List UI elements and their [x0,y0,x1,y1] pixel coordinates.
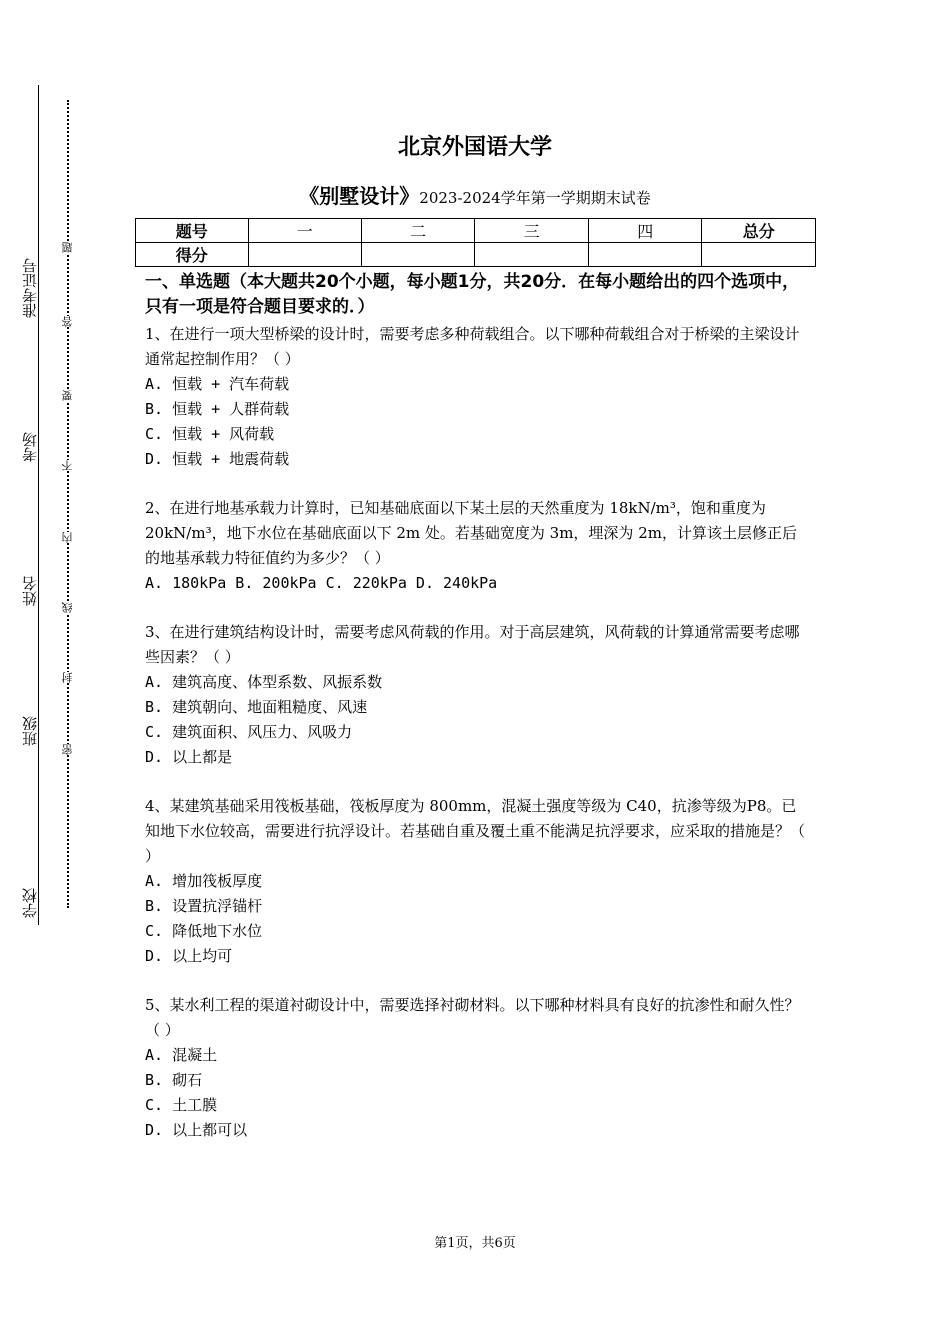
score-cell: 四 [588,219,701,243]
question-5 [145,993,810,1143]
option-c: C. 建筑面积、风压力、风吸力 [145,723,353,741]
seal-char: 线 [61,602,74,613]
question-1 [145,322,810,472]
option-a: A. 增加筏板厚度 [145,872,263,890]
option-a: A. 建筑高度、体型系数、风振系数 [145,673,383,691]
seal-char: 题 [61,242,74,253]
seal-char: 内 [61,532,74,543]
score-cell: 三 [475,219,588,243]
options-inline: A. 180kPa B. 200kPa C. 220kPa D. 240kPa [145,574,498,592]
question-text: 2、在进行地基承载力计算时，已知基础底面以下某土层的天然重度为 18kN/m³，饱和重度为 20kN/m³，地下水位在基础底面以下 2m 处。若基础宽度为 3m，埋深为 2m，计算该土层修正后的地基承载力特征值约为多少？（ ） [145,499,797,567]
option-b: B. 恒载 + 人群荷载 [145,400,290,418]
option-c: C. 土工膜 [145,1096,218,1114]
score-table-score-row [136,243,816,267]
score-blank-cell[interactable] [588,243,701,267]
option-b: B. 建筑朝向、地面粗糙度、风速 [145,698,368,716]
question-4 [145,794,810,969]
seal-dotted-line [67,100,69,908]
score-table-header-row [136,219,816,243]
field-exam-room: 考场 [21,432,39,462]
option-d: D. 以上均可 [145,947,233,965]
term-label: 2023-2024学年第一学期期末试卷 [419,189,651,207]
question-text: 1、在进行一项大型桥梁的设计时，需要考虑多种荷载组合。以下哪种荷载组合对于桥梁的主梁设计通常起控制作用？（ ） [145,325,800,368]
option-c: C. 降低地下水位 [145,922,263,940]
field-class: 班级 [21,716,39,746]
binding-line [38,85,39,925]
option-d: D. 恒载 + 地震荷载 [145,450,290,468]
field-exam-number: 准考证号 [21,258,39,318]
question-text: 4、某建筑基础采用筏板基础，筏板厚度为 800mm，混凝土强度等级为 C40，抗渗等级为P8。已知地下水位较高，需要进行抗浮设计。若基础自重及覆土重不能满足抗浮要求，应采取的措施是？（ ） [145,797,806,865]
option-a: A. 恒载 + 汽车荷载 [145,375,290,393]
score-cell: 二 [361,219,474,243]
exam-content [145,270,810,1167]
seal-char: 要 [61,390,74,401]
option-a: A. 混凝土 [145,1046,218,1064]
seal-char: 不 [61,460,74,471]
page-number: 第1页，共6页 [434,1236,516,1251]
score-cell: 一 [248,219,361,243]
field-name: 姓名 [21,576,39,606]
question-3 [145,620,810,770]
question-text: 5、某水利工程的渠道衬砌设计中，需要选择衬砌材料。以下哪种材料具有良好的抗渗性和耐久性？（ ） [145,996,800,1039]
field-school: 学校 [21,888,39,918]
option-b: B. 砌石 [145,1071,203,1089]
exam-subtitle [0,180,950,209]
option-b: B. 设置抗浮锚杆 [145,897,263,915]
seal-char: 封 [61,672,74,683]
option-d: D. 以上都是 [145,748,233,766]
seal-char: 密 [61,744,74,755]
course-name: 《别墅设计》 [299,184,420,208]
option-c: C. 恒载 + 风荷载 [145,425,275,443]
option-d: D. 以上都可以 [145,1121,248,1139]
score-blank-cell[interactable] [475,243,588,267]
score-table [135,218,816,267]
seal-char: 答 [61,316,74,327]
section-heading: 一、单选题（本大题共20个小题，每小题1分，共20分．在每小题给出的四个选项中，只有一项是符合题目要求的．） [145,272,800,317]
score-cell: 总分 [702,219,816,243]
question-2 [145,496,810,596]
score-blank-cell[interactable] [248,243,361,267]
score-label-cell: 得分 [136,243,249,267]
score-blank-cell[interactable] [702,243,816,267]
score-cell: 题号 [136,219,249,243]
score-blank-cell[interactable] [361,243,474,267]
university-title: 北京外国语大学 [397,135,552,160]
question-text: 3、在进行建筑结构设计时，需要考虑风荷载的作用。对于高层建筑，风荷载的计算通常需要考虑哪些因素？（ ） [145,623,800,666]
